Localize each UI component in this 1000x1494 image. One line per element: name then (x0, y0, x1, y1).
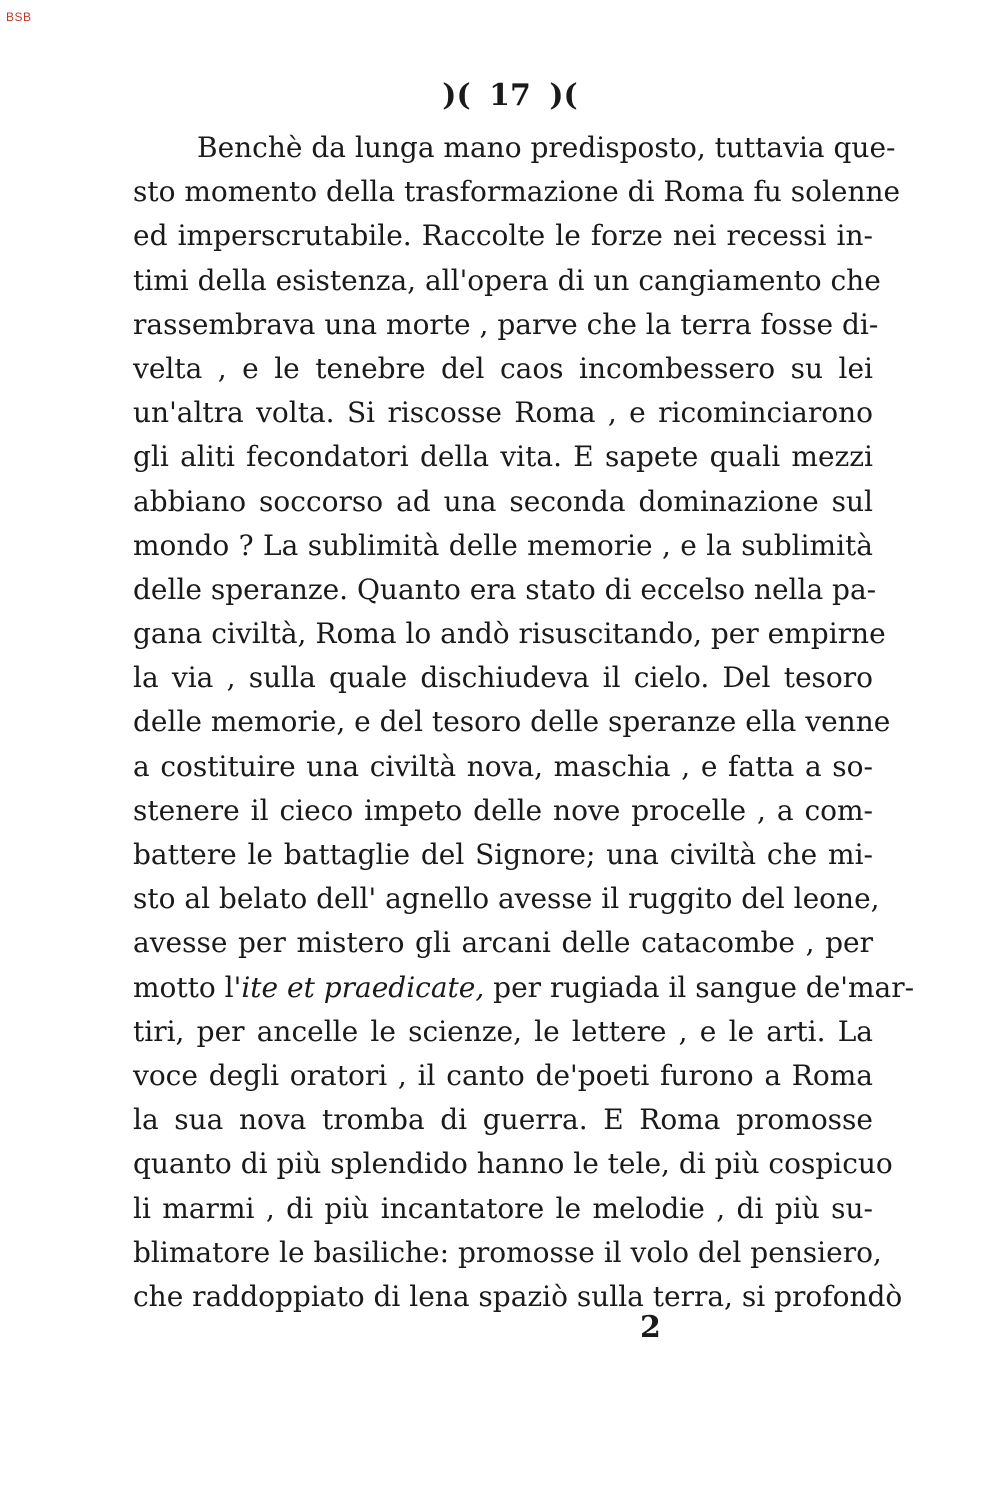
text-line: delle memorie, e del tesoro delle speranze ella venne (133, 705, 891, 739)
text-line: stenere il cieco impeto delle nove procelle , a com- (133, 793, 873, 827)
text-line: sto momento della trasformazione di Roma fu solenne (133, 175, 901, 209)
text-line: la sua nova tromba di guerra. E Roma promosse (133, 1103, 873, 1137)
text-line: delle speranze. Quanto era stato di eccelso nella pa- (133, 572, 877, 606)
text-line: gli aliti fecondatori della vita. E sapete quali mezzi (133, 440, 873, 474)
text-line: quanto di più splendido hanno le tele, di più cospicuo (133, 1147, 893, 1181)
text-line: rassembrava una morte , parve che la terra fosse di- (133, 307, 879, 341)
text-line: tiri, per ancelle le scienze, le lettere , e le arti. La (133, 1014, 873, 1048)
page-header (0, 78, 1000, 113)
header-left-mark: )( (442, 78, 471, 113)
text-line: avesse per mistero gli arcani delle catacombe , per (133, 926, 873, 960)
text-line: un'altra volta. Si riscosse Roma , e ricominciarono (133, 396, 873, 430)
text-line: gana civiltà, Roma lo andò risuscitando, per empirne (133, 617, 886, 651)
text-line: la via , sulla quale dischiudeva il cielo. Del tesoro (133, 661, 873, 695)
text-line: sto al belato dell' agnello avesse il ruggito del leone, (133, 882, 880, 916)
text-line: mondo ? La sublimità delle memorie , e la sublimità (133, 528, 873, 562)
text-line: blimatore le basiliche: promosse il volo del pensiero, (133, 1235, 882, 1269)
text-line: a costituire una civiltà nova, maschia , e fatta a so- (133, 749, 873, 783)
text-line: voce degli oratori , il canto de'poeti furono a Roma (133, 1058, 873, 1092)
motto-before: motto l' (133, 970, 242, 1004)
library-stamp: BSB (6, 10, 32, 24)
signature-mark: 2 (640, 1310, 661, 1345)
text-line-motto (133, 966, 915, 1010)
text-line: timi della esistenza, all'opera di un cangiamento che (133, 263, 881, 297)
header-right-mark: )( (549, 78, 578, 113)
text-line: velta , e le tenebre del caos incombessero su lei (133, 351, 873, 385)
text-line: li marmi , di più incantatore le melodie , di più su- (133, 1191, 873, 1225)
motto-italic-phrase: ite et praedicate, (241, 970, 485, 1004)
page-number: 17 (489, 78, 531, 113)
text-line: battere le battaglie del Signore; una civiltà che mi- (133, 838, 873, 871)
body-text (133, 126, 915, 1319)
text-line: abbiano soccorso ad una seconda dominazione sul (133, 484, 873, 518)
text-line: ed imperscrutabile. Raccolte le forze nei recessi in- (133, 219, 873, 253)
motto-after: per rugiada il sangue de'mar- (484, 970, 915, 1004)
text-line: che raddoppiato di lena spaziò sulla terra, si profondò (133, 1279, 903, 1313)
text-line: Benchè da lunga mano predisposto, tuttavia que- (197, 131, 896, 164)
